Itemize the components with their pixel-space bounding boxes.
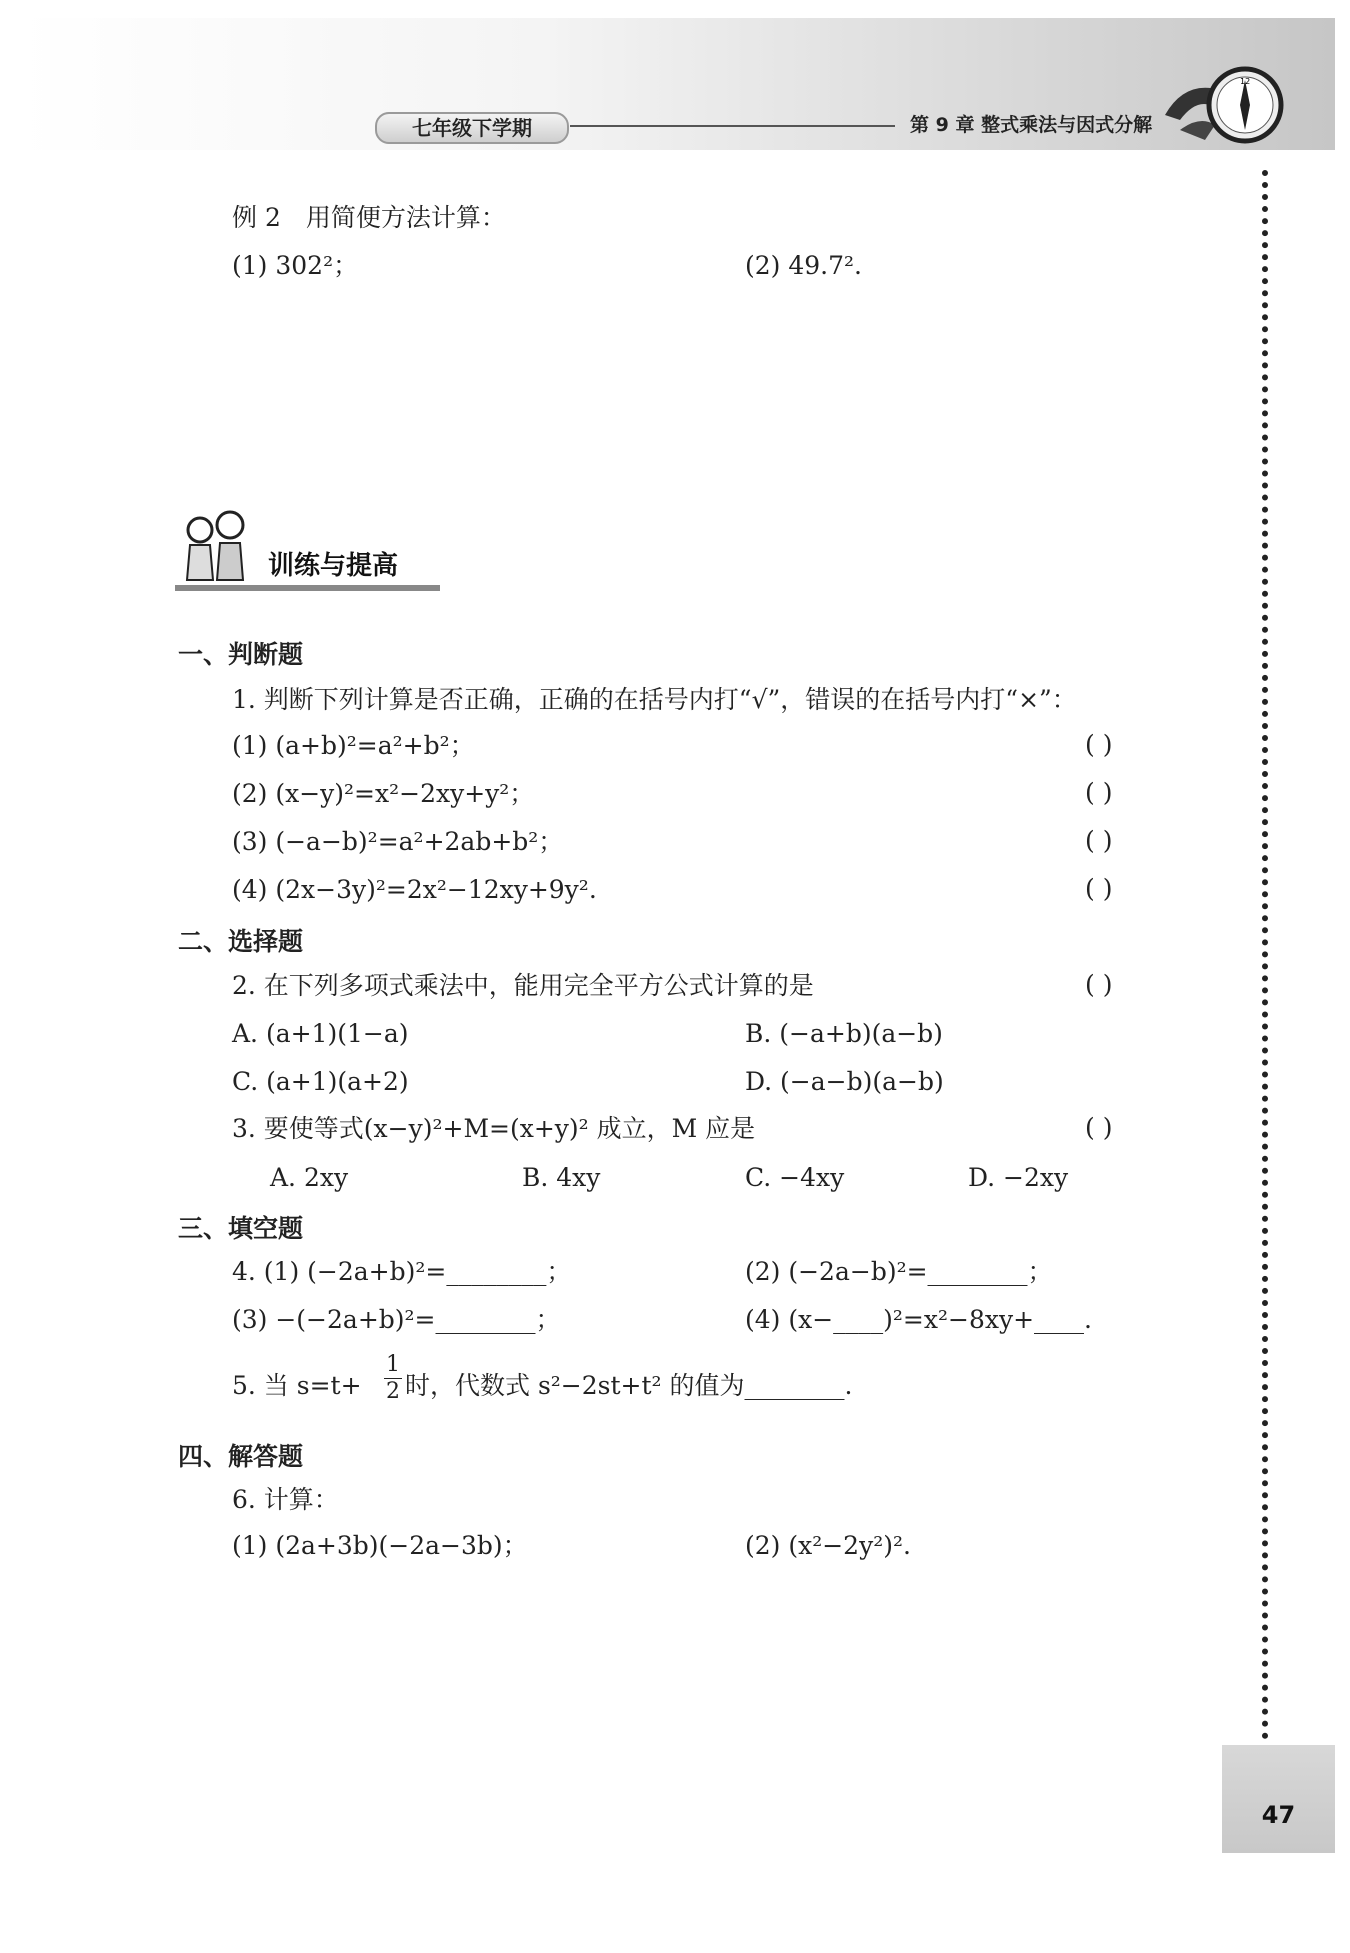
q1-item: (3) (−a−b)²=a²+2ab+b²； <box>232 827 564 856</box>
q3-option-a[interactable]: A. 2xy <box>270 1163 349 1192</box>
q2-stem: 2. 在下列多项式乘法中，能用完全平方公式计算的是 <box>232 971 814 1000</box>
q3-option-c[interactable]: C. −4xy <box>745 1163 845 1192</box>
example-part-2: (2) 49.7². <box>745 251 862 280</box>
q2-option-d[interactable]: D. (−a−b)(a−b) <box>745 1067 944 1096</box>
grade-label: 七年级下学期 <box>375 112 569 144</box>
q1-stem: 1. 判断下列计算是否正确，正确的在括号内打“√”，错误的在括号内打“×”： <box>232 685 1077 714</box>
answer-paren[interactable]: ( ) <box>1085 970 1113 999</box>
q6-stem: 6. 计算： <box>232 1485 339 1514</box>
svg-text:12: 12 <box>1240 77 1251 86</box>
section-heading-solve: 四、解答题 <box>178 1442 304 1471</box>
q6-part-2: (2) (x²−2y²)². <box>745 1531 911 1560</box>
answer-paren[interactable]: ( ) <box>1085 1113 1113 1142</box>
q3-option-b[interactable]: B. 4xy <box>522 1163 601 1192</box>
q6-part-1: (1) (2a+3b)(−2a−3b)； <box>232 1531 528 1560</box>
q2-option-a[interactable]: A. (a+1)(1−a) <box>232 1019 409 1048</box>
answer-paren[interactable]: ( ) <box>1085 826 1113 855</box>
answer-paren[interactable]: ( ) <box>1085 874 1113 903</box>
section-heading-fill: 三、填空题 <box>178 1214 304 1243</box>
q1-item: (1) (a+b)²=a²+b²； <box>232 731 475 760</box>
compass-runner-icon <box>1160 60 1295 155</box>
q1-item: (2) (x−y)²=x²−2xy+y²； <box>232 779 535 808</box>
q4-part-1: 4. (1) (−2a+b)²=________； <box>232 1257 572 1286</box>
section-heading-judgment: 一、判断题 <box>178 640 304 669</box>
example-part-1: (1) 302²； <box>232 251 359 280</box>
page-number: 47 <box>1222 1745 1335 1853</box>
answer-paren[interactable]: ( ) <box>1085 730 1113 759</box>
answer-paren[interactable]: ( ) <box>1085 778 1113 807</box>
q4-part-2: (2) (−2a−b)²=________； <box>745 1257 1053 1286</box>
margin-dotted-line <box>1262 170 1268 1740</box>
chapter-title: 第 9 章 整式乘法与因式分解 <box>910 114 1153 136</box>
q4-part-4: (4) (x−____)²=x²−8xy+____. <box>745 1305 1092 1334</box>
q5-prefix: 5. 当 s=t+ <box>232 1371 362 1400</box>
q5-suffix: 时，代数式 s²−2st+t² 的值为________. <box>405 1371 853 1400</box>
q3-option-d[interactable]: D. −2xy <box>968 1163 1069 1192</box>
fraction-numerator: 1 <box>386 1352 400 1377</box>
example-title: 例 2 用简便方法计算： <box>232 203 506 232</box>
q2-option-b[interactable]: B. (−a+b)(a−b) <box>745 1019 943 1048</box>
fraction-denominator: 2 <box>386 1379 400 1404</box>
q2-option-c[interactable]: C. (a+1)(a+2) <box>232 1067 409 1096</box>
q1-item: (4) (2x−3y)²=2x²−12xy+9y². <box>232 875 597 904</box>
fraction-one-half <box>383 1352 403 1405</box>
section-heading-choice: 二、选择题 <box>178 927 304 956</box>
header-rule <box>570 125 895 127</box>
section-banner-title: 训练与提高 <box>268 551 399 581</box>
q3-stem: 3. 要使等式(x−y)²+M=(x+y)² 成立，M 应是 <box>232 1114 756 1143</box>
q4-part-3: (3) −(−2a+b)²=________； <box>232 1305 561 1334</box>
